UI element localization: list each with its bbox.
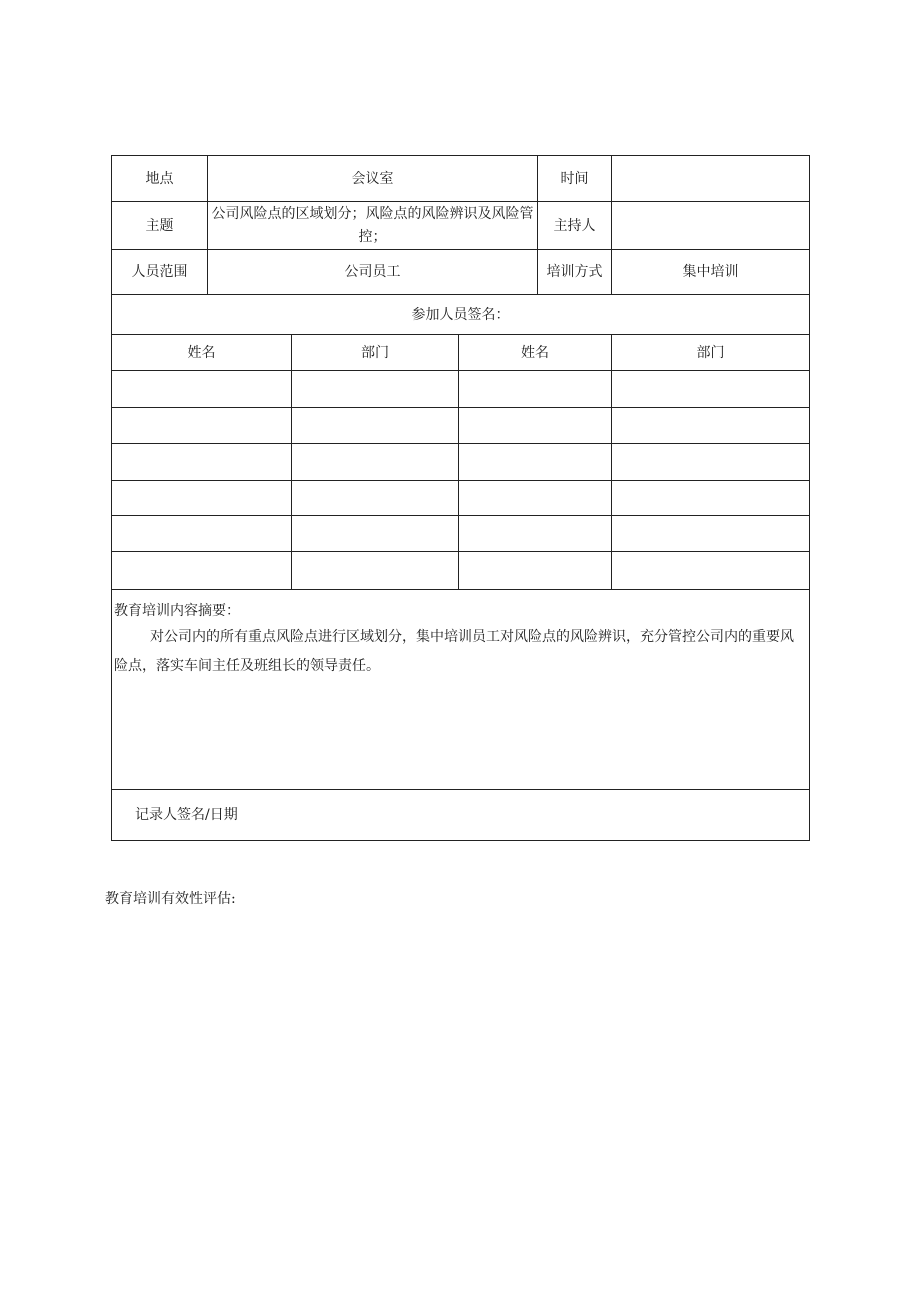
table-row — [112, 516, 810, 552]
column-header-name: 姓名 — [459, 335, 612, 371]
signature-department-cell[interactable] — [612, 552, 810, 590]
signature-name-cell[interactable] — [112, 552, 292, 590]
signature-name-cell[interactable] — [459, 444, 612, 481]
host-value[interactable] — [612, 202, 810, 250]
signature-department-cell[interactable] — [612, 408, 810, 444]
attendance-title: 参加人员签名： — [112, 295, 810, 335]
table-row — [112, 481, 810, 516]
signature-name-cell[interactable] — [459, 552, 612, 590]
column-header-department: 部门 — [612, 335, 810, 371]
signature-department-cell[interactable] — [292, 444, 459, 481]
time-value[interactable] — [612, 156, 810, 202]
place-label: 地点 — [112, 156, 208, 202]
summary-body: 对公司内的所有重点风险点进行区域划分，集中培训员工对风险点的风险辨识，充分管控公司内的重要风险点，落实车间主任及班组长的领导责任。 — [114, 629, 794, 674]
training-record-table — [111, 155, 810, 841]
signature-name-cell[interactable] — [112, 516, 292, 552]
table-row — [112, 408, 810, 444]
host-label: 主持人 — [538, 202, 612, 250]
summary-title: 教育培训内容摘要： — [114, 603, 240, 619]
column-header-name: 姓名 — [112, 335, 292, 371]
signature-department-cell[interactable] — [612, 516, 810, 552]
topic-value[interactable]: 公司风险点的区域划分；风险点的风险辨识及风险管控； — [208, 202, 538, 250]
signature-department-cell[interactable] — [292, 408, 459, 444]
topic-label: 主题 — [112, 202, 208, 250]
recorder-signature-cell[interactable]: 记录人签名/日期 — [112, 790, 810, 841]
signature-department-cell[interactable] — [292, 481, 459, 516]
method-label: 培训方式 — [538, 250, 612, 295]
signature-name-cell[interactable] — [112, 444, 292, 481]
signature-name-cell[interactable] — [112, 371, 292, 408]
signature-name-cell[interactable] — [459, 408, 612, 444]
signature-name-cell[interactable] — [459, 481, 612, 516]
signature-department-cell[interactable] — [612, 481, 810, 516]
signature-department-cell[interactable] — [292, 516, 459, 552]
signature-name-cell[interactable] — [112, 481, 292, 516]
evaluation-label: 教育培训有效性评估: — [105, 891, 236, 907]
table-row — [112, 552, 810, 590]
summary-cell — [112, 590, 810, 790]
signature-department-cell[interactable] — [292, 552, 459, 590]
signature-name-cell[interactable] — [459, 371, 612, 408]
scope-value[interactable]: 公司员工 — [208, 250, 538, 295]
scope-label: 人员范围 — [112, 250, 208, 295]
table-row — [112, 371, 810, 408]
method-value[interactable]: 集中培训 — [612, 250, 810, 295]
signature-department-cell[interactable] — [612, 371, 810, 408]
signature-department-cell[interactable] — [292, 371, 459, 408]
signature-department-cell[interactable] — [612, 444, 810, 481]
signature-name-cell[interactable] — [459, 516, 612, 552]
time-label: 时间 — [538, 156, 612, 202]
place-value[interactable]: 会议室 — [208, 156, 538, 202]
signature-name-cell[interactable] — [112, 408, 292, 444]
column-header-department: 部门 — [292, 335, 459, 371]
table-row — [112, 444, 810, 481]
